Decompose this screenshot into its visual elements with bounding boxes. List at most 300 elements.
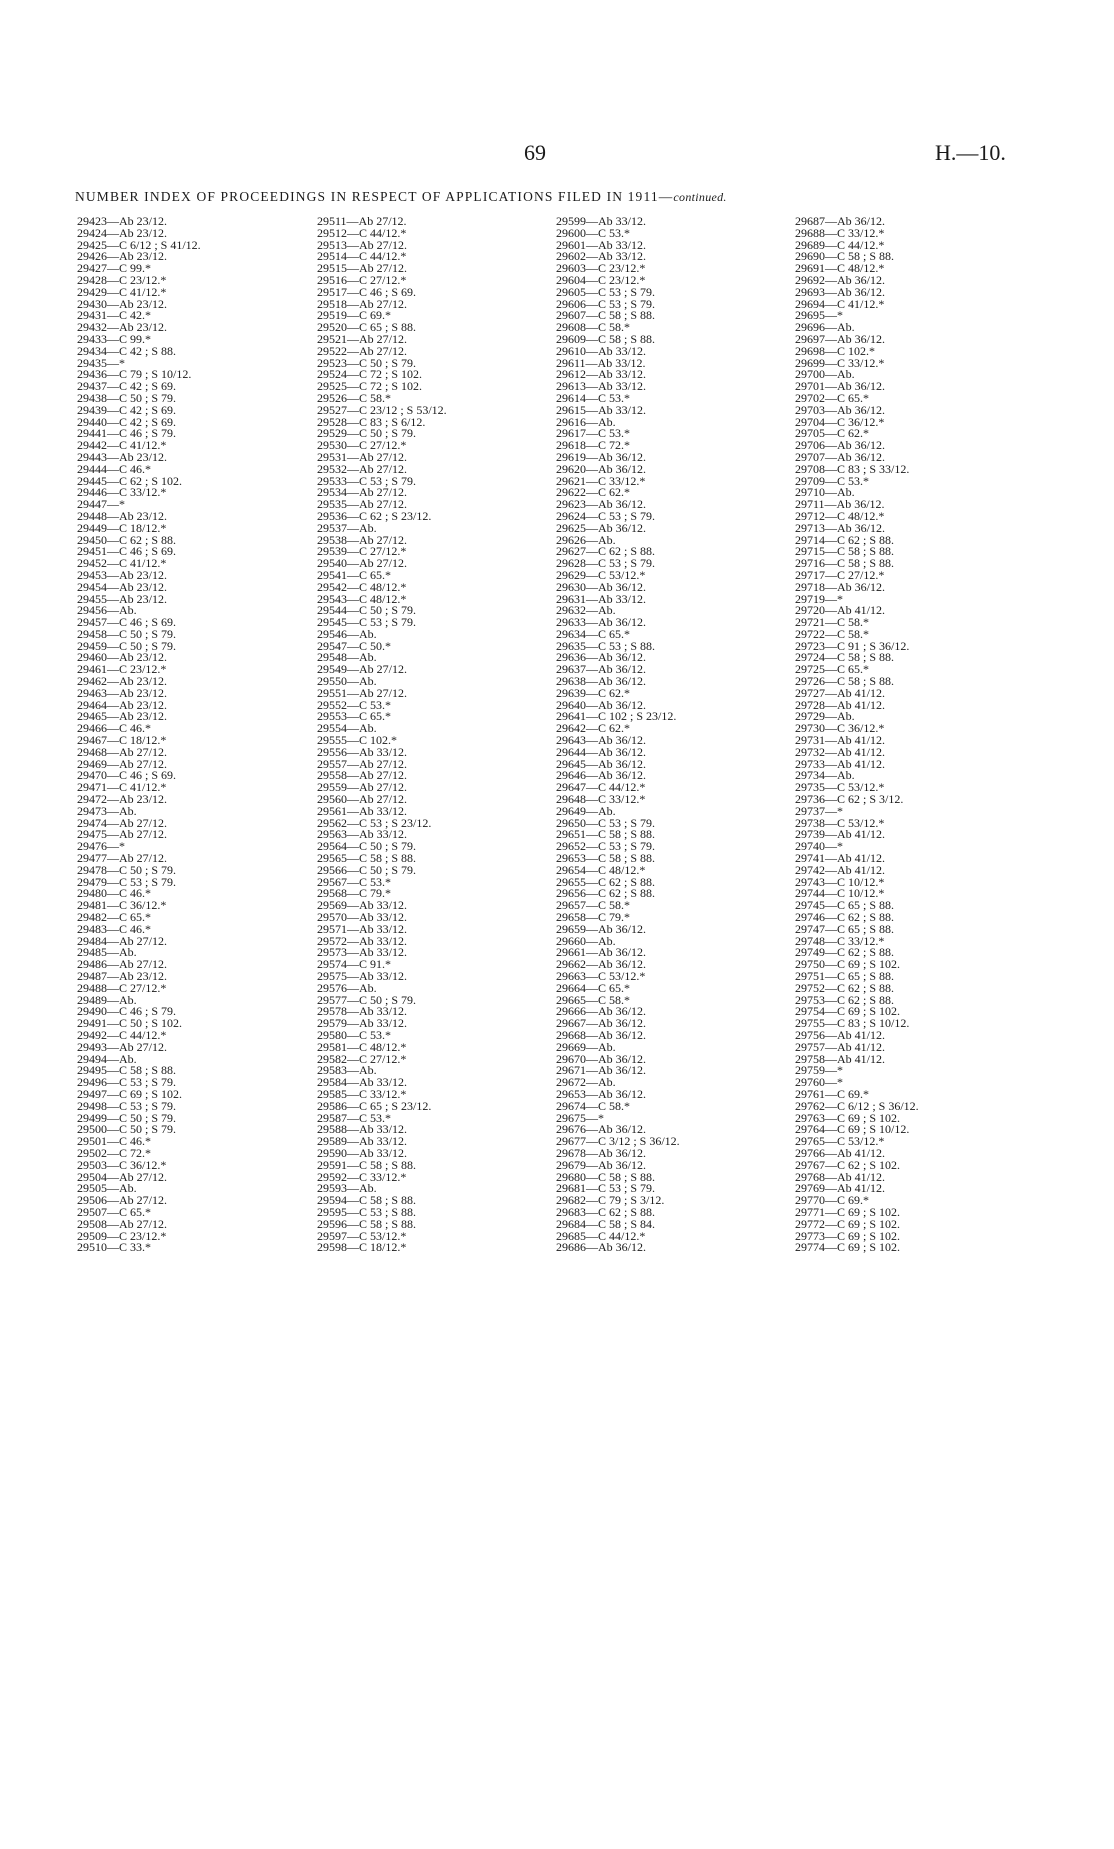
index-entry: 29559—Ab 27/12. — [317, 780, 407, 795]
index-title — [75, 189, 995, 205]
index-entry: 29571—Ab 33/12. — [317, 921, 407, 936]
index-entry: 29636—Ab 36/12. — [556, 650, 646, 665]
index-entry: 29717—C 27/12.* — [795, 567, 885, 582]
index-entry: 29736—C 62 ; S 3/12. — [795, 792, 904, 807]
index-entry: 29549—Ab 27/12. — [317, 662, 407, 677]
index-entry: 29442—C 41/12.* — [77, 438, 167, 453]
index-entry: 29513—Ab 27/12. — [317, 237, 407, 252]
index-entry: 29625—Ab 36/12. — [556, 520, 646, 535]
index-entry: 29444—C 46.* — [77, 461, 152, 476]
index-entry: 29609—C 58 ; S 88. — [556, 331, 656, 346]
index-entry: 29483—C 46.* — [77, 921, 152, 936]
index-entry: 29767—C 62 ; S 102. — [795, 1157, 901, 1172]
index-entry: 29553—C 65.* — [317, 709, 392, 724]
index-entry: 29592—C 33/12.* — [317, 1169, 407, 1184]
index-entry: 29477—Ab 27/12. — [77, 851, 167, 866]
index-entry: 29689—C 44/12.* — [795, 237, 885, 252]
index-entry: 29613—Ab 33/12. — [556, 379, 646, 394]
index-entry: 29455—Ab 23/12. — [77, 591, 167, 606]
index-entry: 29766—Ab 41/12. — [795, 1145, 885, 1160]
index-entry: 29509—C 23/12.* — [77, 1228, 167, 1243]
index-entry: 29459—C 50 ; S 79. — [77, 638, 177, 653]
index-entry: 29462—Ab 23/12. — [77, 674, 167, 689]
index-entry: 29551—Ab 27/12. — [317, 685, 407, 700]
index-entry: 29760—* — [795, 1075, 843, 1090]
index-entry: 29604—C 23/12.* — [556, 272, 646, 287]
index-entry: 29628—C 53 ; S 79. — [556, 556, 656, 571]
index-entry: 29539—C 27/12.* — [317, 544, 407, 559]
index-entry: 29654—C 48/12.* — [556, 862, 646, 877]
index-entry: 29495—C 58 ; S 88. — [77, 1063, 177, 1078]
index-entry: 29506—Ab 27/12. — [77, 1193, 167, 1208]
index-entry: 29685—C 44/12.* — [556, 1228, 646, 1243]
index-entry: 29614—C 53.* — [556, 390, 631, 405]
index-entry: 29548—Ab. — [317, 650, 377, 665]
index-entry: 29498—C 53 ; S 79. — [77, 1098, 177, 1113]
index-entry: 29493—Ab 27/12. — [77, 1039, 167, 1054]
index-entry: 29751—C 65 ; S 88. — [795, 969, 895, 983]
index-entry: 29660—Ab. — [556, 933, 616, 948]
index-entry: 29574—C 91.* — [317, 957, 392, 972]
index-entry: 29472—Ab 23/12. — [77, 792, 167, 807]
index-entry: 29634—C 65.* — [556, 626, 631, 641]
index-entry: 29485—Ab. — [77, 945, 137, 960]
index-entry: 29710—Ab. — [795, 485, 855, 500]
index-entry: 29769—Ab 41/12. — [795, 1181, 885, 1196]
index-entry: 29638—Ab 36/12. — [556, 674, 646, 689]
index-entry: 29491—C 50 ; S 102. — [77, 1016, 183, 1031]
index-entry: 29489—Ab. — [77, 992, 137, 1007]
index-entry: 29621—C 33/12.* — [556, 473, 646, 488]
index-entry: 29452—C 41/12.* — [77, 556, 167, 571]
index-entry: 29715—C 58 ; S 88. — [795, 544, 895, 559]
index-entry: 29632—Ab. — [556, 603, 616, 618]
index-entry: 29554—Ab. — [317, 721, 377, 736]
index-entry: 29520—C 65 ; S 88. — [317, 320, 417, 335]
index-entry: 29720—Ab 41/12. — [795, 603, 885, 618]
index-entry: 29443—Ab 23/12. — [77, 449, 167, 464]
index-entry: 29490—C 46 ; S 79. — [77, 1004, 177, 1019]
index-entry: 29448—Ab 23/12. — [77, 508, 167, 523]
index-entry: 29439—C 42 ; S 69. — [77, 402, 177, 417]
index-entry: 29615—Ab 33/12. — [556, 402, 646, 417]
index-entry: 29492—C 44/12.* — [77, 1027, 167, 1042]
index-entry: 29770—C 69.* — [795, 1193, 870, 1208]
index-entry: 29771—C 69 ; S 102. — [795, 1204, 901, 1219]
index-entry: 29641—C 102 ; S 23/12. — [556, 709, 677, 724]
index-entry: 29620—Ab 36/12. — [556, 461, 646, 476]
index-entry: 29511—Ab 27/12. — [317, 214, 407, 228]
index-entry: 29724—C 58 ; S 88. — [795, 650, 895, 665]
index-entry: 29674—C 58.* — [556, 1098, 631, 1113]
index-entry: 29678—Ab 36/12. — [556, 1145, 646, 1160]
index-entry: 29563—Ab 33/12. — [317, 827, 407, 842]
index-entry: 29640—Ab 36/12. — [556, 697, 646, 712]
index-entry: 29697—Ab 36/12. — [795, 331, 885, 346]
index-entry: 29699—C 33/12.* — [795, 355, 885, 370]
index-entry: 29701—Ab 36/12. — [795, 379, 885, 394]
index-entry: 29573—Ab 33/12. — [317, 945, 407, 960]
index-entry: 29567—C 53.* — [317, 874, 392, 889]
index-title-continued: continued. — [673, 190, 727, 204]
index-title-main: NUMBER INDEX OF PROCEEDINGS IN RESPECT OF APPLICATIONS FILED IN 1911— — [75, 189, 674, 204]
index-entry: 29745—C 65 ; S 88. — [795, 898, 895, 913]
index-entry: 29445—C 62 ; S 102. — [77, 473, 183, 488]
index-entry: 29708—C 83 ; S 33/12. — [795, 461, 910, 476]
index-entry: 29713—Ab 36/12. — [795, 520, 885, 535]
index-entry: 29709—C 53.* — [795, 473, 870, 488]
index-entry: 29460—Ab 23/12. — [77, 650, 167, 665]
index-entry: 29750—C 69 ; S 102. — [795, 957, 901, 972]
index-column-1 — [77, 216, 297, 1254]
index-entry: 29423—Ab 23/12. — [77, 214, 167, 228]
index-entry: 29480—C 46.* — [77, 886, 152, 901]
index-entry: 29655—C 62 ; S 88. — [556, 874, 656, 889]
index-entry: 29728—Ab 41/12. — [795, 697, 885, 712]
index-entry: 29651—C 58 ; S 88. — [556, 827, 656, 842]
index-entry: 29610—Ab 33/12. — [556, 343, 646, 358]
index-entry: 29623—Ab 36/12. — [556, 497, 646, 512]
index-entry: 29431—C 42.* — [77, 308, 152, 323]
index-entry: 29597—C 53/12.* — [317, 1228, 407, 1243]
index-entry: 29682—C 79 ; S 3/12. — [556, 1193, 665, 1208]
index-entry: 29591—C 58 ; S 88. — [317, 1157, 417, 1172]
index-entry: 29646—Ab 36/12. — [556, 768, 646, 783]
index-entry: 29693—Ab 36/12. — [795, 284, 885, 299]
index-entry: 29662—Ab 36/12. — [556, 957, 646, 972]
index-entry: 29565—C 58 ; S 88. — [317, 851, 417, 866]
index-entry: 29510—C 33.* — [77, 1240, 152, 1255]
index-entry: 29659—Ab 36/12. — [556, 921, 646, 936]
index-entry: 29564—C 50 ; S 79. — [317, 839, 417, 854]
index-entry: 29461—C 23/12.* — [77, 662, 167, 677]
index-entry: 29471—C 41/12.* — [77, 780, 167, 795]
index-entry: 29669—Ab. — [556, 1039, 616, 1054]
index-entry: 29446—C 33/12.* — [77, 485, 167, 500]
index-entry: 29658—C 79.* — [556, 910, 631, 925]
index-entry: 29572—Ab 33/12. — [317, 933, 407, 948]
index-entry: 29598—C 18/12.* — [317, 1240, 407, 1255]
index-entry: 29584—Ab 33/12. — [317, 1075, 407, 1090]
index-entry: 29521—Ab 27/12. — [317, 331, 407, 346]
index-entry: 29522—Ab 27/12. — [317, 343, 407, 358]
index-entry: 29590—Ab 33/12. — [317, 1145, 407, 1160]
index-entry: 29544—C 50 ; S 79. — [317, 603, 417, 618]
index-entry: 29451—C 46 ; S 69. — [77, 544, 177, 559]
index-entry: 29712—C 48/12.* — [795, 508, 885, 523]
index-entry: 29482—C 65.* — [77, 910, 152, 925]
index-entry: 29581—C 48/12.* — [317, 1039, 407, 1054]
index-entry: 29690—C 58 ; S 88. — [795, 249, 895, 264]
index-entry: 29542—C 48/12.* — [317, 579, 407, 594]
index-entry: 29470—C 46 ; S 69. — [77, 768, 177, 783]
index-entry: 29626—Ab. — [556, 532, 616, 547]
index-entry: 29503—C 36/12.* — [77, 1157, 167, 1172]
index-entry: 29630—Ab 36/12. — [556, 579, 646, 594]
index-entry: 29601—Ab 33/12. — [556, 237, 646, 252]
index-entry: 29594—C 58 ; S 88. — [317, 1193, 417, 1208]
index-entry: 29680—C 58 ; S 88. — [556, 1169, 656, 1184]
index-entry: 29656—C 62 ; S 88. — [556, 886, 656, 901]
index-entry: 29530—C 27/12.* — [317, 438, 407, 453]
index-entry: 29611—Ab 33/12. — [556, 355, 646, 370]
index-entry: 29731—Ab 41/12. — [795, 733, 885, 748]
index-entry: 29516—C 27/12.* — [317, 272, 407, 287]
index-entry: 29547—C 50.* — [317, 638, 392, 653]
index-entry: 29475—Ab 27/12. — [77, 827, 167, 842]
index-entry: 29624—C 53 ; S 79. — [556, 508, 656, 523]
index-entry: 29505—Ab. — [77, 1181, 137, 1196]
index-entry: 29456—Ab. — [77, 603, 137, 618]
index-entry: 29454—Ab 23/12. — [77, 579, 167, 594]
index-entry: 29719—* — [795, 591, 843, 606]
index-entry: 29606—C 53 ; S 79. — [556, 296, 656, 311]
index-entry: 29552—C 53.* — [317, 697, 392, 712]
index-entry: 29700—Ab. — [795, 367, 855, 382]
index-entry: 29523—C 50 ; S 79. — [317, 355, 417, 370]
index-entry: 29494—Ab. — [77, 1051, 137, 1066]
index-entry: 29449—C 18/12.* — [77, 520, 167, 535]
index-entry: 29688—C 33/12.* — [795, 225, 885, 240]
index-entry: 29758—Ab 41/12. — [795, 1051, 885, 1066]
index-entry: 29440—C 42 ; S 69. — [77, 414, 177, 429]
index-entry: 29586—C 65 ; S 23/12. — [317, 1098, 432, 1113]
index-entry: 29765—C 53/12.* — [795, 1134, 885, 1149]
index-entry: 29531—Ab 27/12. — [317, 449, 407, 464]
index-entry: 29468—Ab 27/12. — [77, 744, 167, 759]
index-entry: 29740—* — [795, 839, 843, 854]
index-entry: 29612—Ab 33/12. — [556, 367, 646, 382]
index-entry: 29487—Ab 23/12. — [77, 969, 167, 983]
index-entry: 29694—C 41/12.* — [795, 296, 885, 311]
index-entry: 29525—C 72 ; S 102. — [317, 379, 423, 394]
index-entry: 29647—C 44/12.* — [556, 780, 646, 795]
index-entry: 29585—C 33/12.* — [317, 1086, 407, 1101]
index-column-3 — [556, 216, 776, 1254]
index-entry: 29453—Ab 23/12. — [77, 567, 167, 582]
index-entry: 29504—Ab 27/12. — [77, 1169, 167, 1184]
index-entry: 29602—Ab 33/12. — [556, 249, 646, 264]
index-entry: 29695—* — [795, 308, 843, 323]
index-entry: 29589—Ab 33/12. — [317, 1134, 407, 1149]
index-entry: 29729—Ab. — [795, 709, 855, 724]
document-code: H.—10. — [935, 140, 1006, 165]
index-entry: 29593—Ab. — [317, 1181, 377, 1196]
index-entry: 29536—C 62 ; S 23/12. — [317, 508, 432, 523]
index-entry: 29575—Ab 33/12. — [317, 969, 407, 983]
index-entry: 29753—C 62 ; S 88. — [795, 992, 895, 1007]
index-entry: 29588—Ab 33/12. — [317, 1122, 407, 1137]
index-entry: 29481—C 36/12.* — [77, 898, 167, 913]
index-entry: 29696—Ab. — [795, 320, 855, 335]
index-entry: 29643—Ab 36/12. — [556, 733, 646, 748]
index-entry: 29600—C 53.* — [556, 225, 631, 240]
index-entry: 29607—C 58 ; S 88. — [556, 308, 656, 323]
index-entry: 29705—C 62.* — [795, 426, 870, 441]
index-entry: 29703—Ab 36/12. — [795, 402, 885, 417]
index-entry: 29540—Ab 27/12. — [317, 556, 407, 571]
index-entry: 29583—Ab. — [317, 1063, 377, 1078]
index-entry: 29447—* — [77, 497, 125, 512]
index-entry: 29518—Ab 27/12. — [317, 296, 407, 311]
index-entry: 29756—Ab 41/12. — [795, 1027, 885, 1042]
index-entry: 29652—C 53 ; S 79. — [556, 839, 656, 854]
index-entry: 29617—C 53.* — [556, 426, 631, 441]
index-entry: 29568—C 79.* — [317, 886, 392, 901]
index-entry: 29679—Ab 36/12. — [556, 1157, 646, 1172]
index-entry: 29665—C 58.* — [556, 992, 631, 1007]
index-entry: 29743—C 10/12.* — [795, 874, 885, 889]
index-entry: 29457—C 46 ; S 69. — [77, 615, 177, 630]
index-entry: 29479—C 53 ; S 79. — [77, 874, 177, 889]
index-entry: 29579—Ab 33/12. — [317, 1016, 407, 1031]
index-entry: 29578—Ab 33/12. — [317, 1004, 407, 1019]
index-entry: 29737—* — [795, 803, 843, 818]
index-entry: 29661—Ab 36/12. — [556, 945, 646, 960]
index-entry: 29577—C 50 ; S 79. — [317, 992, 417, 1007]
index-entry: 29675—* — [556, 1110, 604, 1125]
index-entry: 29649—Ab. — [556, 803, 616, 818]
index-entry: 29722—C 58.* — [795, 626, 870, 641]
index-entry: 29755—C 83 ; S 10/12. — [795, 1016, 910, 1031]
index-entry: 29570—Ab 33/12. — [317, 910, 407, 925]
index-entry: 29704—C 36/12.* — [795, 414, 885, 429]
index-entry: 29557—Ab 27/12. — [317, 756, 407, 771]
index-entry: 29467—C 18/12.* — [77, 733, 167, 748]
index-entry: 29533—C 53 ; S 79. — [317, 473, 417, 488]
index-entry: 29524—C 72 ; S 102. — [317, 367, 423, 382]
index-entry: 29529—C 50 ; S 79. — [317, 426, 417, 441]
index-entry: 29500—C 50 ; S 79. — [77, 1122, 177, 1137]
index-entry: 29671—Ab 36/12. — [556, 1063, 646, 1078]
index-entry: 29545—C 53 ; S 79. — [317, 615, 417, 630]
index-entry: 29653—C 58 ; S 88. — [556, 851, 656, 866]
index-entry: 29466—C 46.* — [77, 721, 152, 736]
index-entry: 29664—C 65.* — [556, 980, 631, 995]
index-entry: 29562—C 53 ; S 23/12. — [317, 815, 432, 830]
index-entry: 29748—C 33/12.* — [795, 933, 885, 948]
index-entry: 29463—Ab 23/12. — [77, 685, 167, 700]
index-entry: 29582—C 27/12.* — [317, 1051, 407, 1066]
index-entry: 29734—Ab. — [795, 768, 855, 783]
index-entry: 29627—C 62 ; S 88. — [556, 544, 656, 559]
index-entry: 29473—Ab. — [77, 803, 137, 818]
index-entry: 29576—Ab. — [317, 980, 377, 995]
index-entry: 29596—C 58 ; S 88. — [317, 1216, 417, 1231]
index-entry: 29519—C 69.* — [317, 308, 392, 323]
index-entry: 29433—C 99.* — [77, 331, 152, 346]
index-entry: 29757—Ab 41/12. — [795, 1039, 885, 1054]
index-entry: 29763—C 69 ; S 102. — [795, 1110, 901, 1125]
index-entry: 29744—C 10/12.* — [795, 886, 885, 901]
index-entry: 29543—C 48/12.* — [317, 591, 407, 606]
index-entry: 29546—Ab. — [317, 626, 377, 641]
index-entry: 29633—Ab 36/12. — [556, 615, 646, 630]
index-entry: 29517—C 46 ; S 69. — [317, 284, 417, 299]
index-entry: 29762—C 6/12 ; S 36/12. — [795, 1098, 919, 1113]
page-number: 69 — [524, 140, 546, 165]
index-entry: 29670—Ab 36/12. — [556, 1051, 646, 1066]
index-entry: 29642—C 62.* — [556, 721, 631, 736]
index-entry: 29735—C 53/12.* — [795, 780, 885, 795]
index-entry: 29616—Ab. — [556, 414, 616, 429]
index-entry: 29741—Ab 41/12. — [795, 851, 885, 866]
index-entry: 29428—C 23/12.* — [77, 272, 167, 287]
index-entry: 29742—Ab 41/12. — [795, 862, 885, 877]
index-entry: 29663—C 53/12.* — [556, 969, 646, 983]
index-entry: 29426—Ab 23/12. — [77, 249, 167, 264]
index-entry: 29672—Ab. — [556, 1075, 616, 1090]
index-entry: 29437—C 42 ; S 69. — [77, 379, 177, 394]
index-entry: 29733—Ab 41/12. — [795, 756, 885, 771]
index-entry: 29587—C 53.* — [317, 1110, 392, 1125]
index-entry: 29435—* — [77, 355, 125, 370]
index-entry: 29629—C 53/12.* — [556, 567, 646, 582]
index-entry: 29595—C 53 ; S 88. — [317, 1204, 417, 1219]
index-entry: 29605—C 53 ; S 79. — [556, 284, 656, 299]
index-entry: 29635—C 53 ; S 88. — [556, 638, 656, 653]
index-entry: 29499—C 50 ; S 79. — [77, 1110, 177, 1125]
index-entry: 29556—Ab 33/12. — [317, 744, 407, 759]
index-entry: 29488—C 27/12.* — [77, 980, 167, 995]
index-entry: 29721—C 58.* — [795, 615, 870, 630]
index-entry: 29668—Ab 36/12. — [556, 1027, 646, 1042]
index-entry: 29644—Ab 36/12. — [556, 744, 646, 759]
index-entry: 29496—C 53 ; S 79. — [77, 1075, 177, 1090]
index-entry: 29603—C 23/12.* — [556, 261, 646, 276]
index-entry: 29692—Ab 36/12. — [795, 272, 885, 287]
index-entry: 29558—Ab 27/12. — [317, 768, 407, 783]
index-entry: 29434—C 42 ; S 88. — [77, 343, 177, 358]
index-entry: 29560—Ab 27/12. — [317, 792, 407, 807]
index-entry: 29430—Ab 23/12. — [77, 296, 167, 311]
index-entry: 29458—C 50 ; S 79. — [77, 626, 177, 641]
index-entry: 29526—C 58.* — [317, 390, 392, 405]
index-entry: 29716—C 58 ; S 88. — [795, 556, 895, 571]
index-entry: 29476—* — [77, 839, 125, 854]
index-entry: 29691—C 48/12.* — [795, 261, 885, 276]
index-entry: 29667—Ab 36/12. — [556, 1016, 646, 1031]
index-entry: 29537—Ab. — [317, 520, 377, 535]
index-entry: 29702—C 65.* — [795, 390, 870, 405]
index-entry: 29465—Ab 23/12. — [77, 709, 167, 724]
index-entry: 29464—Ab 23/12. — [77, 697, 167, 712]
index-entry: 29666—Ab 36/12. — [556, 1004, 646, 1019]
index-entry: 29514—C 44/12.* — [317, 249, 407, 264]
index-entry: 29738—C 53/12.* — [795, 815, 885, 830]
index-entry: 29497—C 69 ; S 102. — [77, 1086, 183, 1101]
index-entry: 29436—C 79 ; S 10/12. — [77, 367, 192, 382]
index-entry: 29677—C 3/12 ; S 36/12. — [556, 1134, 680, 1149]
index-entry: 29774—C 69 ; S 102. — [795, 1240, 901, 1255]
index-entry: 29608—C 58.* — [556, 320, 631, 335]
index-entry: 29764—C 69 ; S 10/12. — [795, 1122, 910, 1137]
index-entry: 29438—C 50 ; S 79. — [77, 390, 177, 405]
index-entry: 29541—C 65.* — [317, 567, 392, 582]
index-entry: 29432—Ab 23/12. — [77, 320, 167, 335]
index-entry: 29723—C 91 ; S 36/12. — [795, 638, 910, 653]
index-entry: 29759—* — [795, 1063, 843, 1078]
index-entry: 29686—Ab 36/12. — [556, 1240, 646, 1255]
index-entry: 29424—Ab 23/12. — [77, 225, 167, 240]
index-entry: 29714—C 62 ; S 88. — [795, 532, 895, 547]
index-entry: 29532—Ab 27/12. — [317, 461, 407, 476]
index-entry: 29657—C 58.* — [556, 898, 631, 913]
index-entry: 29618—C 72.* — [556, 438, 631, 453]
index-entry: 29425—C 6/12 ; S 41/12. — [77, 237, 201, 252]
index-entry: 29469—Ab 27/12. — [77, 756, 167, 771]
index-entry: 29732—Ab 41/12. — [795, 744, 885, 759]
